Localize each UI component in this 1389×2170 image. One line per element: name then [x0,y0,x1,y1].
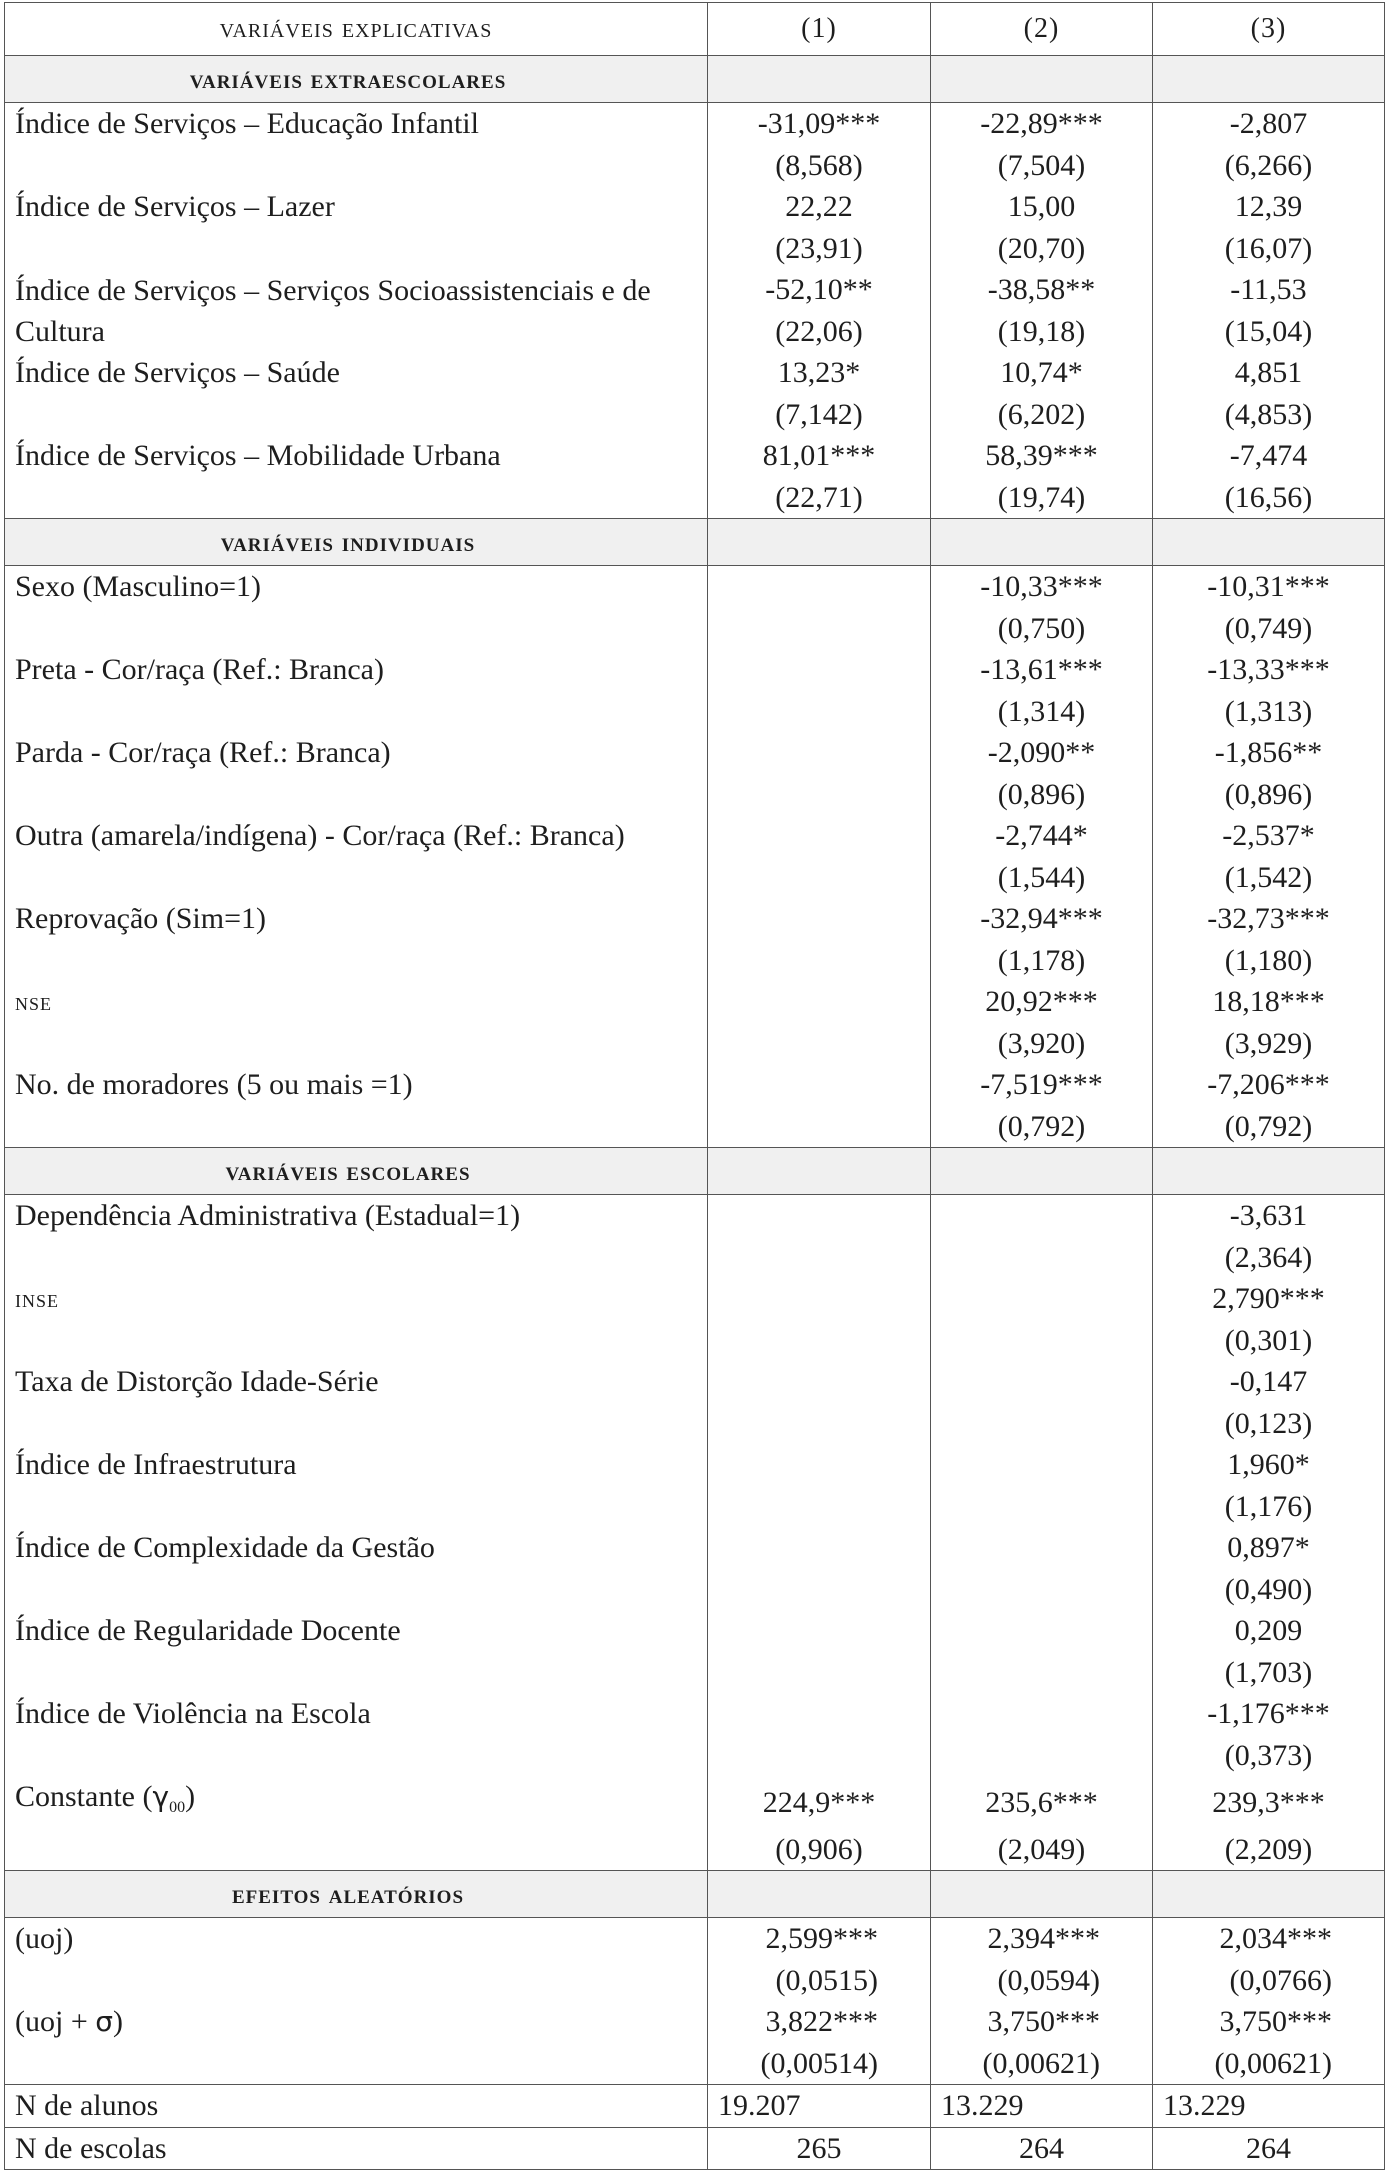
table-row [5,1278,1385,1320]
row-label: nse [5,981,708,1023]
coef-3: 12,39 [1153,186,1385,228]
section-row [5,1871,1385,1918]
se-2: (19,74) [931,477,1153,519]
coef-2: 235,6*** [931,1776,1153,1829]
row-label: Sexo (Masculino=1) [5,566,708,608]
coef-2: 10,74* [931,352,1153,394]
se-3: (1,176) [1153,1486,1385,1528]
row-label: Índice de Regularidade Docente [5,1610,708,1652]
regression-table [4,2,1385,2170]
se-3: (1,180) [1153,940,1385,982]
se-3: (1,542) [1153,857,1385,899]
n-1: 19.207 [708,2085,931,2128]
row-label: Índice de Complexidade da Gestão [5,1527,708,1569]
section-row [5,519,1385,566]
se-3: (2,209) [1153,1829,1385,1871]
coef-3: 1,960* [1153,1444,1385,1486]
coef-2: -32,94*** [931,898,1153,940]
coef-2: -13,61*** [931,649,1153,691]
se-2: (1,178) [931,940,1153,982]
se-2: (0,0594) [931,1960,1153,2002]
coef-2: 3,750*** [931,2001,1153,2043]
table-row [5,1610,1385,1652]
se-3: (0,0766) [1153,1960,1385,2002]
n-3: 264 [1153,2127,1385,2170]
table-row [5,228,1385,270]
coef-2: -38,58** [931,269,1153,311]
table-row [5,981,1385,1023]
table-row [5,1064,1385,1106]
coef-1: 3,822*** [708,2001,931,2043]
coef-3: -7,206*** [1153,1064,1385,1106]
section-row [5,1148,1385,1195]
coef-3: 4,851 [1153,352,1385,394]
table-row [5,732,1385,774]
table-row [5,691,1385,733]
se-3: (0,792) [1153,1106,1385,1148]
table-row [5,103,1385,145]
row-label: Índice de Serviços – Lazer [5,186,708,228]
coef-2: -22,89*** [931,103,1153,145]
coef-1: -31,09*** [708,103,931,145]
row-label: Taxa de Distorção Idade-Série [5,1361,708,1403]
table-row [5,1195,1385,1237]
coef-3: -1,856** [1153,732,1385,774]
row-label-constant: Constante $(\gamma_{00})$ [5,1776,708,1829]
table-row [5,649,1385,691]
se-2: (0,792) [931,1106,1153,1148]
se-1: (23,91) [708,228,931,270]
coef-3: -13,33*** [1153,649,1385,691]
coef-3: -2,807 [1153,103,1385,145]
coef-3: 0,209 [1153,1610,1385,1652]
coef-1: 2,599*** [708,1918,931,1960]
coef-3: 239,3*** [1153,1776,1385,1829]
se-2: (19,18) [931,311,1153,353]
se-3: (16,56) [1153,477,1385,519]
table-row [5,269,1385,311]
table-row [5,2001,1385,2043]
table-row [5,435,1385,477]
se-2: (0,896) [931,774,1153,816]
se-3: (0,749) [1153,608,1385,650]
table-row [5,898,1385,940]
coef-3: -32,73*** [1153,898,1385,940]
row-label: Índice de Serviços – Mobilidade Urbana [5,435,708,477]
table-row [5,815,1385,857]
row-label: No. de moradores (5 ou mais =1) [5,1064,708,1106]
table-header-row [5,3,1385,56]
table-row [5,477,1385,519]
row-label: Índice de Serviços – Saúde [5,352,708,394]
coef-3: -1,176*** [1153,1693,1385,1735]
table-row [5,1486,1385,1528]
se-1: (22,06) [708,311,931,353]
se-2: (2,049) [931,1829,1153,1871]
coef-2: 20,92*** [931,981,1153,1023]
table-row [5,566,1385,608]
section-title: variáveis individuais [5,519,708,566]
section-title: efeitos aleatórios [5,1871,708,1918]
table-row [5,774,1385,816]
table-row [5,1693,1385,1735]
coef-2: -2,744* [931,815,1153,857]
se-2: (7,504) [931,145,1153,187]
coef-3: -0,147 [1153,1361,1385,1403]
table-row [5,1776,1385,1829]
table-row [5,1652,1385,1694]
coef-3: -2,537* [1153,815,1385,857]
se-2: (6,202) [931,394,1153,436]
se-1: (0,00514) [708,2043,931,2085]
coef-2: -10,33*** [931,566,1153,608]
coef-2: 58,39*** [931,435,1153,477]
table-row [5,2127,1385,2170]
coef-2: -2,090** [931,732,1153,774]
row-label: N de escolas [5,2127,708,2170]
coef-2: -7,519*** [931,1064,1153,1106]
se-1: (22,71) [708,477,931,519]
row-label: Outra (amarela/indígena) - Cor/raça (Ref.: Branca) [5,815,708,857]
table-row [5,145,1385,187]
row-label: (uoj) [5,1918,708,1960]
coef-3: 2,790*** [1153,1278,1385,1320]
coef-3: 3,750*** [1153,2001,1385,2043]
se-2: (20,70) [931,228,1153,270]
coef-3: -11,53 [1153,269,1385,311]
table-row [5,1569,1385,1611]
row-label: Índice de Infraestrutura [5,1444,708,1486]
table-row [5,394,1385,436]
table-row [5,608,1385,650]
n-2: 264 [931,2127,1153,2170]
se-3: (16,07) [1153,228,1385,270]
se-3: (0,123) [1153,1403,1385,1445]
coef-2: 15,00 [931,186,1153,228]
coef-3: -3,631 [1153,1195,1385,1237]
coef-1: 22,22 [708,186,931,228]
table-row [5,1106,1385,1148]
coef-1: 13,23* [708,352,931,394]
se-3: (2,364) [1153,1237,1385,1279]
row-label: inse [5,1278,708,1320]
se-1: (8,568) [708,145,931,187]
table-row [5,857,1385,899]
table-row [5,1023,1385,1065]
coef-2: 2,394*** [931,1918,1153,1960]
table-row [5,1444,1385,1486]
coef-3: -10,31*** [1153,566,1385,608]
table-row [5,940,1385,982]
coef-3: 18,18*** [1153,981,1385,1023]
header-model-3: (3) [1153,3,1385,56]
se-3: (15,04) [1153,311,1385,353]
row-label: Reprovação (Sim=1) [5,898,708,940]
coef-3: -7,474 [1153,435,1385,477]
se-3: (3,929) [1153,1023,1385,1065]
table-row [5,1237,1385,1279]
row-label: Índice de Serviços – Serviços Socioassistenciais e de Cultura [5,269,708,352]
table-row [5,186,1385,228]
se-3: (0,896) [1153,774,1385,816]
se-1: (0,906) [708,1829,931,1871]
row-label: Índice de Serviços – Educação Infantil [5,103,708,145]
table-row [5,1403,1385,1445]
table-row [5,1527,1385,1569]
table-row [5,1960,1385,2002]
se-2: (1,314) [931,691,1153,733]
header-variables: variáveis explicativas [5,3,708,56]
se-2: (0,750) [931,608,1153,650]
n-1: 265 [708,2127,931,2170]
table-row [5,1918,1385,1960]
se-3: (1,703) [1153,1652,1385,1694]
se-3: (0,00621) [1153,2043,1385,2085]
row-label-sigma: (uoj + σ) [5,2001,708,2043]
se-2: (1,544) [931,857,1153,899]
section-title: variáveis escolares [5,1148,708,1195]
se-3: (4,853) [1153,394,1385,436]
table-row [5,2085,1385,2128]
se-2: (0,00621) [931,2043,1153,2085]
coef-1: -52,10** [708,269,931,311]
row-label: Índice de Violência na Escola [5,1693,708,1735]
coef-1: 81,01*** [708,435,931,477]
header-model-2: (2) [931,3,1153,56]
table-row [5,2043,1385,2085]
section-row [5,56,1385,103]
table-row [5,352,1385,394]
section-title: variáveis extraescolares [5,56,708,103]
n-2: 13.229 [931,2085,1153,2128]
coef-1: 224,9*** [708,1776,931,1829]
se-2: (3,920) [931,1023,1153,1065]
se-3: (0,301) [1153,1320,1385,1362]
se-3: (0,490) [1153,1569,1385,1611]
header-model-1: (1) [708,3,931,56]
se-3: (0,373) [1153,1735,1385,1777]
se-3: (1,313) [1153,691,1385,733]
row-label: Parda - Cor/raça (Ref.: Branca) [5,732,708,774]
row-label: N de alunos [5,2085,708,2128]
table-row [5,1320,1385,1362]
n-3: 13.229 [1153,2085,1385,2128]
row-label: Preta - Cor/raça (Ref.: Branca) [5,649,708,691]
coef-3: 0,897* [1153,1527,1385,1569]
row-label: Dependência Administrativa (Estadual=1) [5,1195,708,1237]
se-1: (7,142) [708,394,931,436]
table-row [5,1361,1385,1403]
se-1: (0,0515) [708,1960,931,2002]
se-3: (6,266) [1153,145,1385,187]
table-row [5,1735,1385,1777]
table-row [5,1829,1385,1871]
coef-3: 2,034*** [1153,1918,1385,1960]
